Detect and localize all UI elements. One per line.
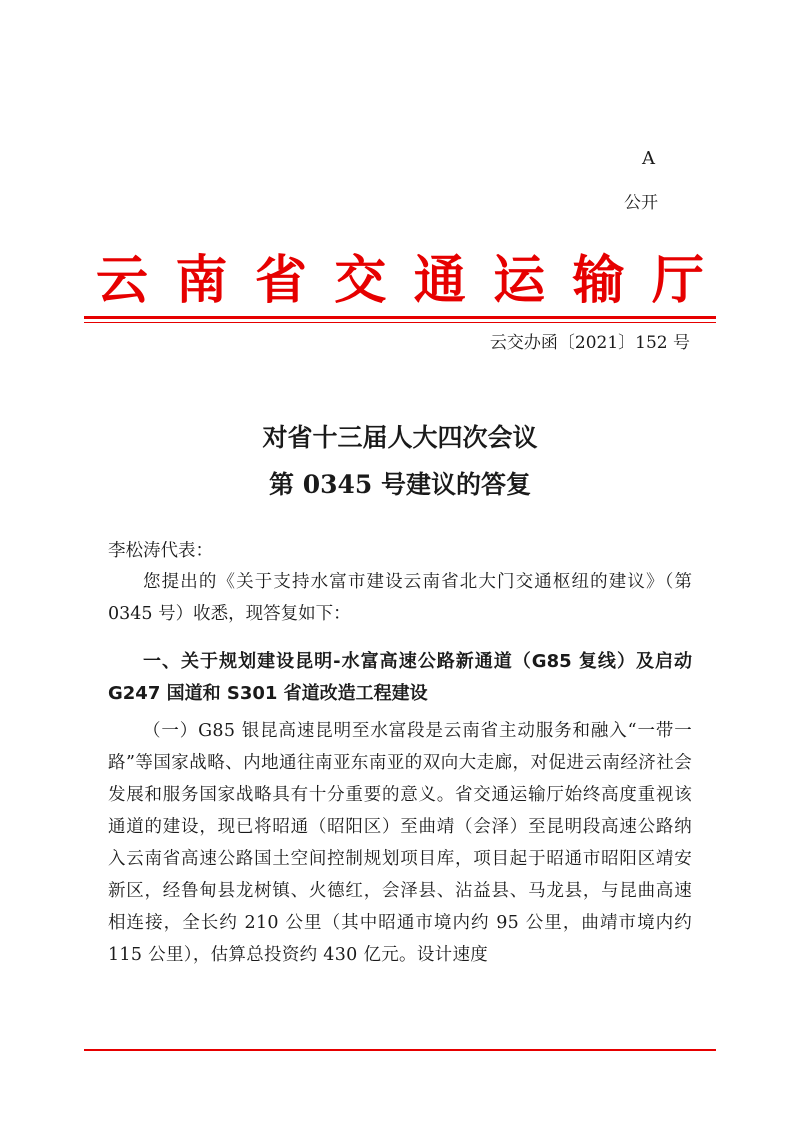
disclosure-label: 公开 — [624, 193, 658, 213]
header-rule-thick — [84, 316, 716, 319]
document-title-line-1: 对省十三届人大四次会议 — [262, 423, 538, 452]
org-title-char: 南 — [175, 250, 228, 311]
org-title-char: 厅 — [651, 250, 704, 311]
document-title-line-2: 第 0345 号建议的答复 — [269, 470, 531, 499]
paragraph-intro: 您提出的《关于支持水富市建设云南省北大门交通枢纽的建议》（第 0345 号）收悉，现答复如下： — [108, 572, 692, 624]
org-title-char: 省 — [254, 250, 307, 311]
org-title-char: 通 — [413, 250, 466, 311]
footer-rule — [84, 1049, 716, 1051]
org-title-char: 交 — [334, 250, 387, 311]
org-title-char: 云 — [96, 250, 149, 311]
security-level: A — [642, 148, 655, 169]
paragraph-section-1-1: （一）G85 银昆高速昆明至水富段是云南省主动服务和融入“一带一路”等国家战略、内地通往南亚东南亚的双向大走廊，对促进云南经济社会发展和服务国家战略具有十分重要的意义。省交通运输厅始终高度重视该通道的建设，现已将昭通（昭阳区）至曲靖（会泽）至昆明段高速公路纳入云南省高速公路国土空间控制规划项目库，项目起于昭通市昭阳区靖安新区，经鲁甸县龙树镇、火德红，会泽县、沾益县、马龙县，与昆曲高速相连接，全长约 210 公里（其中昭通市境内约 95 公里，曲靖市境内约 115 公里），估算总投资约 430 亿元。设计速度 — [108, 721, 692, 965]
org-title-char: 运 — [493, 250, 546, 311]
section-heading-1: 一、关于规划建设昆明-水富高速公路新通道（G85 复线）及启动 G247 国道和 S301 省道改造工程建设 — [108, 651, 692, 704]
header-rule-thin — [84, 322, 716, 323]
document-number: 云交办函〔2021〕152 号 — [489, 333, 690, 353]
salutation: 李松涛代表： — [108, 541, 213, 561]
organization-title — [96, 238, 704, 313]
org-title-char: 输 — [572, 250, 625, 311]
